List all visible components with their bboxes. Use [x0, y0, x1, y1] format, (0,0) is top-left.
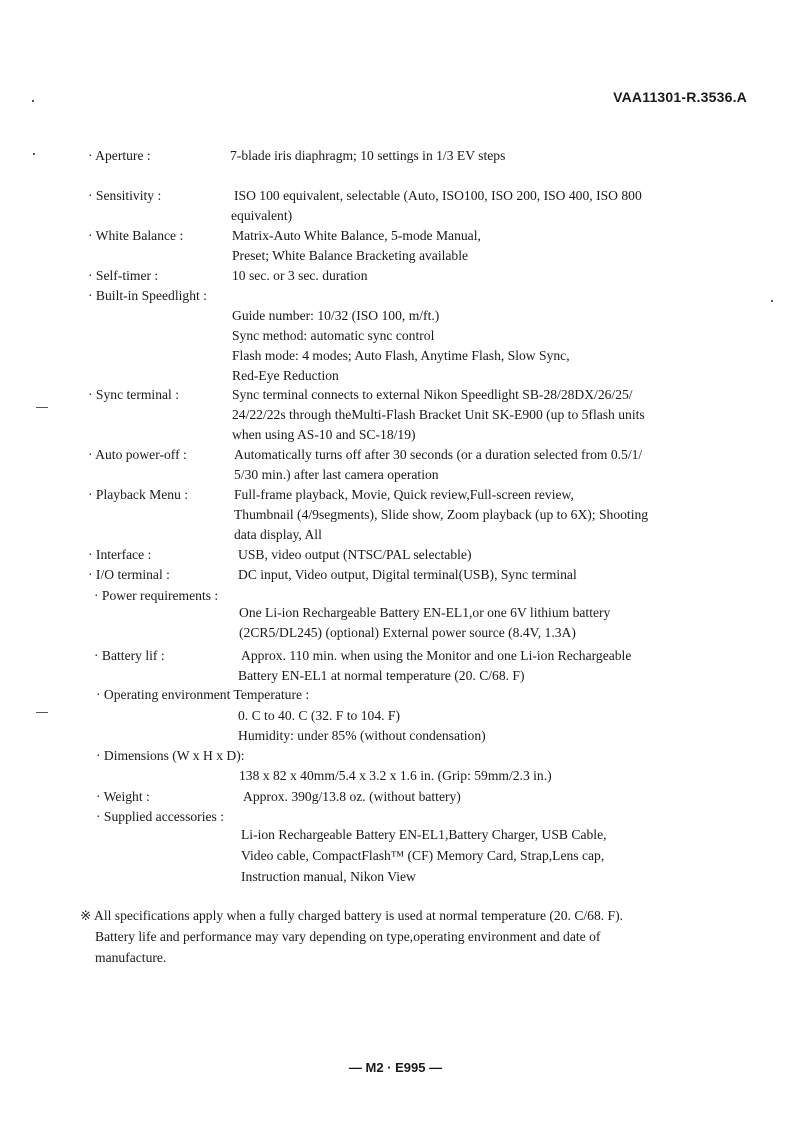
- scan-dot: [33, 153, 35, 155]
- spec-value: [243, 787, 461, 807]
- spec-label: · Interface :: [88, 547, 152, 562]
- footnote-line: ※ All specifications apply when a fully charged battery is used at normal temperature (20. C/68. F).: [80, 908, 624, 923]
- document-id: VAA11301-R.3536.A: [613, 89, 747, 105]
- spec-value: [232, 266, 368, 286]
- spec-value-line: 5/30 min.) after last camera operation: [234, 467, 439, 482]
- spec-value-line: Full-frame playback, Movie, Quick review,Full-screen review,: [234, 487, 574, 502]
- spec-value: [234, 186, 642, 206]
- spec-value-line: Red-Eye Reduction: [232, 368, 339, 383]
- spec-value-line: DC input, Video output, Digital terminal(USB), Sync terminal: [238, 567, 577, 582]
- spec-value: [234, 485, 648, 545]
- spec-value-line: Video cable, CompactFlash™ (CF) Memory Card, Strap,Lens cap,: [241, 848, 605, 863]
- spec-value: [230, 146, 505, 166]
- spec-value-continued: [231, 206, 292, 226]
- spec-value-line: Instruction manual, Nikon View: [241, 869, 416, 884]
- spec-label: · Built-in Speedlight :: [88, 288, 207, 303]
- scan-dot: [771, 300, 773, 302]
- spec-label: · Battery lif :: [94, 648, 165, 663]
- spec-value-line: Approx. 110 min. when using the Monitor and one Li-ion Rechargeable: [241, 648, 632, 663]
- spec-value: [238, 706, 486, 746]
- spec-label: · Auto power-off :: [88, 447, 187, 462]
- spec-value-line: Humidity: under 85% (without condensation): [238, 728, 486, 743]
- spec-value-line: 24/22/22s through theMulti-Flash Bracket Unit SK-E900 (up to 5flash units: [232, 407, 645, 422]
- margin-mark: [36, 407, 48, 408]
- spec-value: [241, 646, 631, 666]
- scan-dot: [32, 100, 34, 102]
- spec-value: [239, 766, 552, 786]
- footnote-line: Battery life and performance may vary depending on type,operating environment and date of: [95, 929, 601, 944]
- spec-value-line: Flash mode: 4 modes; Auto Flash, Anytime Flash, Slow Sync,: [232, 348, 570, 363]
- spec-value-line: when using AS-10 and SC-18/19): [232, 427, 416, 442]
- spec-value-line: Thumbnail (4/9segments), Slide show, Zoom playback (up to 6X); Shooting: [234, 507, 649, 522]
- spec-label: · Aperture :: [88, 148, 151, 163]
- spec-value-line: Approx. 390g/13.8 oz. (without battery): [243, 789, 461, 804]
- spec-value: [234, 445, 642, 485]
- spec-label: · Weight :: [96, 789, 150, 804]
- spec-value: [241, 824, 607, 887]
- spec-value-line: data display, All: [234, 527, 322, 542]
- margin-mark: [36, 712, 48, 713]
- footnote-line: manufacture.: [95, 950, 167, 965]
- spec-value-line: Matrix-Auto White Balance, 5-mode Manual,: [232, 228, 481, 243]
- spec-label: · Power requirements :: [94, 588, 219, 603]
- spec-value-line: Preset; White Balance Bracketing available: [232, 248, 469, 263]
- spec-value-line: (2CR5/DL245) (optional) External power source (8.4V, 1.3A): [239, 625, 576, 640]
- spec-value: [232, 226, 481, 266]
- spec-label: · Sync terminal :: [88, 387, 179, 402]
- spec-value-line: 10 sec. or 3 sec. duration: [232, 268, 368, 283]
- spec-value-line: 0. C to 40. C (32. F to 104. F): [238, 708, 401, 723]
- spec-value-line: One Li-ion Rechargeable Battery EN-EL1,or one 6V lithium battery: [239, 605, 611, 620]
- spec-value: [238, 545, 471, 565]
- spec-label: · I/O terminal :: [88, 567, 170, 582]
- spec-label: · Sensitivity :: [88, 188, 162, 203]
- spec-value-line: Sync method: automatic sync control: [232, 328, 435, 343]
- page-number: — M2 · E995 —: [348, 1060, 443, 1075]
- spec-value-line: USB, video output (NTSC/PAL selectable): [238, 547, 472, 562]
- spec-value-line: Sync terminal connects to external Nikon Speedlight SB-28/28DX/26/25/: [232, 387, 633, 402]
- spec-label: · Operating environment Temperature :: [96, 687, 310, 702]
- spec-value-line: Automatically turns off after 30 seconds (or a duration selected from 0.5/1/: [234, 447, 643, 462]
- spec-label: · Supplied accessories :: [96, 809, 224, 824]
- spec-label: · White Balance :: [88, 228, 184, 243]
- spec-value-line: 138 x 82 x 40mm/5.4 x 3.2 x 1.6 in. (Grip: 59mm/2.3 in.): [239, 768, 552, 783]
- spec-value: [232, 385, 645, 445]
- spec-value-line: Guide number: 10/32 (ISO 100, m/ft.): [232, 308, 440, 323]
- specifications-footnote: [80, 905, 623, 968]
- spec-value-line: Li-ion Rechargeable Battery EN-EL1,Battery Charger, USB Cable,: [241, 827, 607, 842]
- spec-label: · Playback Menu :: [88, 487, 189, 502]
- spec-label: · Self-timer :: [88, 268, 159, 283]
- spec-value: [238, 565, 577, 585]
- spec-value-line: equivalent): [231, 208, 293, 223]
- spec-value: [239, 603, 610, 643]
- spec-value-line: ISO 100 equivalent, selectable (Auto, ISO100, ISO 200, ISO 400, ISO 800: [234, 188, 642, 203]
- spec-value-continued: [238, 666, 525, 686]
- spec-value-line: 7-blade iris diaphragm; 10 settings in 1/3 EV steps: [230, 148, 506, 163]
- spec-value: [232, 306, 570, 386]
- spec-label: · Dimensions (W x H x D):: [96, 748, 245, 763]
- spec-value-line: Battery EN-EL1 at normal temperature (20. C/68. F): [238, 668, 525, 683]
